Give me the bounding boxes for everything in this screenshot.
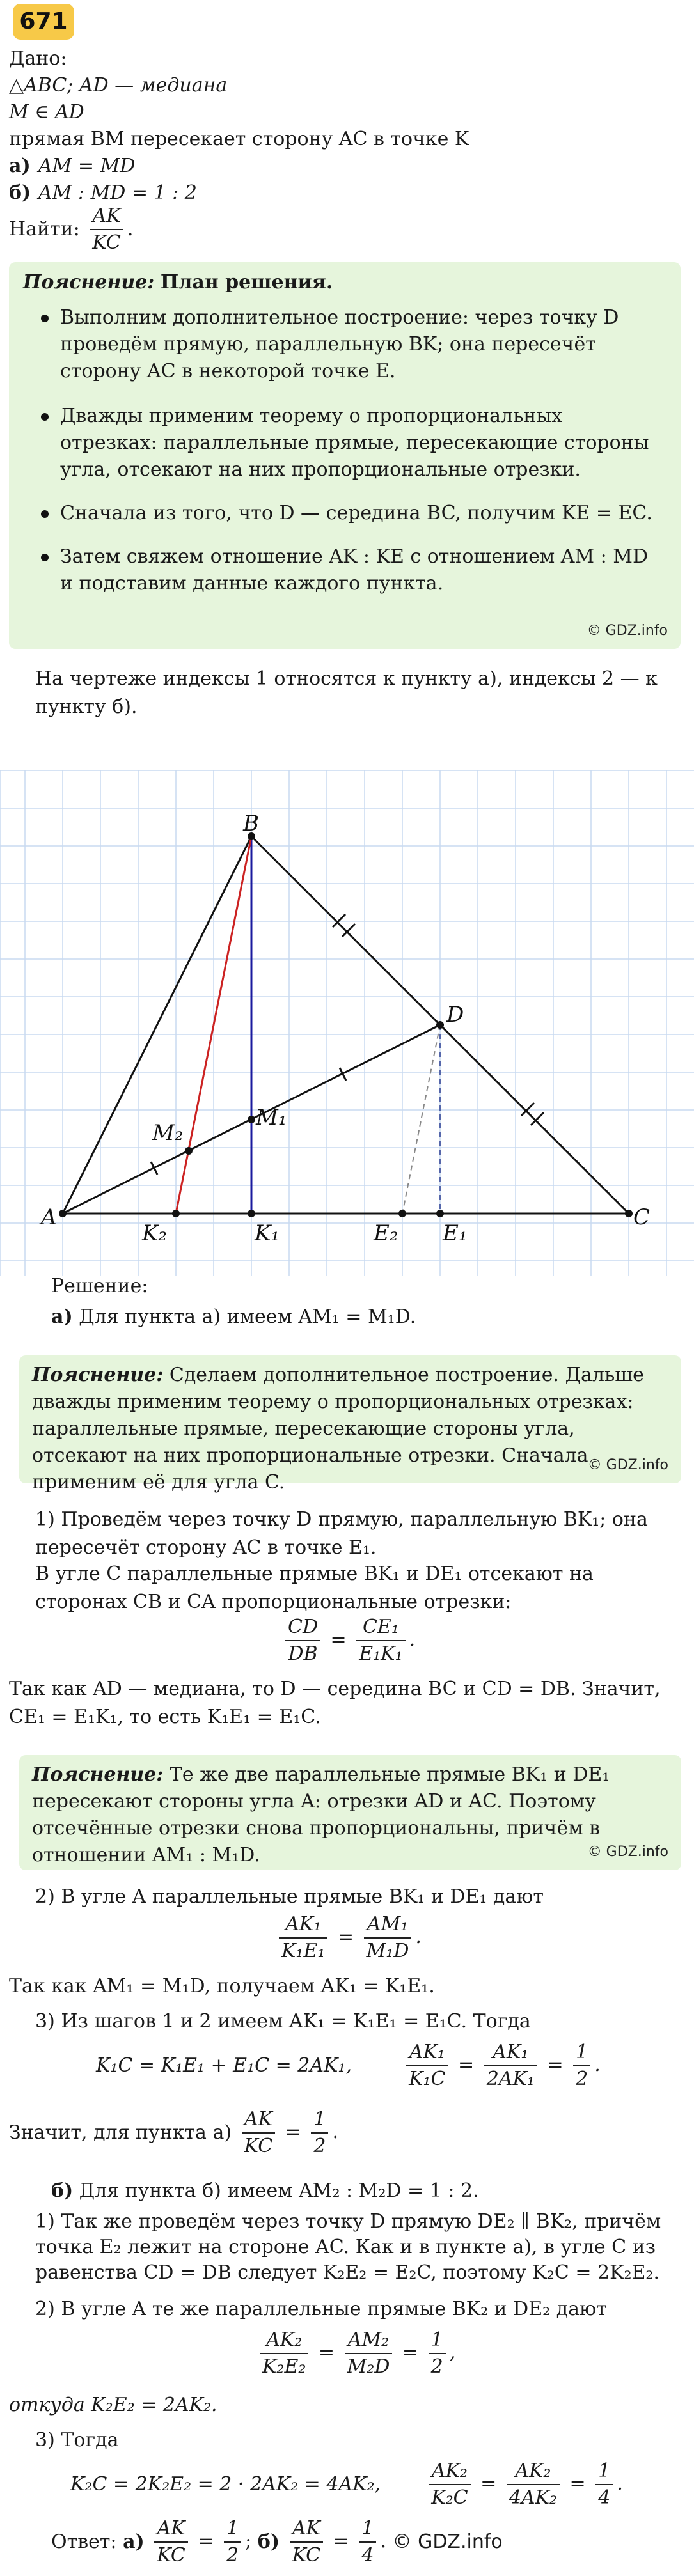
problem-number: 671	[13, 4, 74, 40]
find-fraction	[90, 203, 123, 256]
given-b: AM : MD = 1 : 2	[38, 182, 197, 204]
point-e1	[436, 1210, 444, 1217]
step-3: 3) Из шагов 1 и 2 имеем AK₁ = K₁E₁ = E₁C. Тогда	[35, 2010, 531, 2033]
answer-a-n: AK	[154, 2516, 188, 2543]
sol-b-mark: б)	[51, 2180, 74, 2202]
label-c: C	[633, 1205, 651, 1230]
f3-text: K₁C = K₁E₁ + E₁C = 2AK₁,	[96, 2054, 352, 2077]
step-b2: 2) В угле A те же параллельные прямые BK₂ и DE₂ дают	[35, 2298, 607, 2320]
point-e2	[398, 1210, 406, 1217]
f3-rn: 1	[573, 2040, 590, 2066]
label-e2: E₂	[374, 1221, 398, 1246]
point-k1	[248, 1210, 255, 1217]
answer-line: Ответ: а) $\frac{AK}{KC}$ = $\frac{1}{2}$ ; б) $\frac{AK}{KC}$ = $\frac{1}{4}$ . © GDZ.info	[51, 2516, 503, 2568]
point-k2	[172, 1210, 180, 1217]
answer-a-mark: а)	[123, 2531, 145, 2553]
label-k2: K₂	[142, 1221, 168, 1246]
f4-md: M₂D	[347, 2355, 390, 2378]
given-a-mark: а)	[9, 155, 31, 177]
find-label: Найти:	[9, 218, 80, 240]
side-ab	[63, 836, 251, 1214]
label-a: A	[41, 1205, 57, 1230]
f3-ld: K₁C	[409, 2068, 446, 2090]
indices-note: На чертеже индексы 1 относятся к пункту а), индексы 2 — к пункту б).	[35, 667, 658, 718]
step-b1: 1) Так же проведём через точку D прямую DE₂ ∥ BK₂, причём точка E₂ лежит на стороне AC. Как и в пункте а), в угле C из равенства CD = DB следует K₂E₂ = E₂C, поэтому K₂C = 2K₂E₂.	[35, 2210, 661, 2284]
f4-ld: K₂E₂	[262, 2355, 306, 2378]
step-1: 1) Проведём через точку D прямую, параллельную BK₁; она пересечёт сторону AC в точке E₁.	[35, 1508, 648, 1559]
answer-source: © GDZ.info	[392, 2531, 503, 2553]
f2-ln: AK₁	[279, 1912, 327, 1939]
note2-source: © GDZ.info	[587, 1844, 668, 1860]
note2-text: Те же две параллельные прямые BK₁ и DE₁ пересекают стороны угла A: отрезки AD и AC. Поэтому отсечённые отрезки снова пропорциональны, причём в отношении AM₁ : M₁D.	[32, 1763, 610, 1866]
find-num: AK	[90, 203, 123, 230]
f3-md: 2AK₁	[486, 2068, 535, 2090]
answer-b-mark: б)	[257, 2531, 280, 2553]
plan-title: Пояснение:	[23, 271, 155, 293]
formula-2: $\frac{\text{AK₁}}{\text{K₁E₁}}$ = $\frac{\text{AM₁}}{\text{M₁D}}$ .	[275, 1912, 422, 1964]
answer-a-rn: 1	[224, 2516, 241, 2543]
given-a: AM = MD	[38, 155, 136, 177]
find-line: Найти: $\frac{AK}{KC}$ .	[9, 203, 133, 256]
note1-text: Сделаем дополнительное построение. Дальше дважды применим теорему о пропорциональных отрезках: параллельные прямые, пересекающие стороны угла, отсекают на них пропорциональные отрезки. Сначала применим её для угла C.	[32, 1364, 644, 1494]
point-a	[59, 1210, 67, 1217]
ans-a-d: KC	[244, 2135, 273, 2157]
formula-1: $\frac{CD}{DB}$ = $\frac{\text{CE₁}}{\text{E₁K₁}}$ .	[281, 1614, 415, 1667]
f5-mn: AK₂	[507, 2458, 560, 2485]
solution-label: Решение:	[51, 1275, 148, 1297]
ans-a-rn: 1	[311, 2107, 328, 2134]
answer-b-n: AK	[290, 2516, 324, 2543]
f3-rd: 2	[576, 2068, 588, 2090]
formula-3: K₁C = K₁E₁ + E₁C = 2AK₁, $\frac{\text{AK₁}}{\text{K₁C}}$ = $\frac{\text{AK₁}}{\text{2AK₁}}$ = $\frac{1}{2}$ .	[96, 2040, 601, 2092]
answer-b-rn: 1	[359, 2516, 376, 2543]
plan-item-1: Выполним дополнительное построение: через точку D проведём прямую, параллельную BK; она пересечёт сторону AC в некоторой точке E.	[60, 304, 655, 385]
ans-a-rd: 2	[313, 2135, 326, 2157]
note1-title: Пояснение:	[32, 1364, 164, 1386]
f4-rd: 2	[430, 2355, 443, 2378]
f5-ld: K₂C	[431, 2486, 468, 2509]
label-k1: K₁	[255, 1221, 280, 1246]
f5-md: 4AK₂	[509, 2486, 558, 2509]
step-2b: Так как AM₁ = M₁D, получаем AK₁ = K₁E₁.	[9, 1975, 435, 1997]
point-c	[625, 1210, 633, 1217]
grid	[0, 770, 694, 1276]
f3-ln: AK₁	[406, 2040, 448, 2066]
f2-ld: K₁E₁	[281, 1940, 326, 1962]
note1-source: © GDZ.info	[587, 1457, 668, 1473]
f5-text: K₂C = 2K₂E₂ = 2 · 2AK₂ = 4AK₂,	[70, 2473, 381, 2495]
f5-rn: 1	[595, 2458, 613, 2485]
plan-note	[9, 262, 681, 649]
plan-item-3: Сначала из того, что D — середина BC, получим KE = EC.	[60, 500, 655, 527]
given-label: Дано:	[9, 47, 67, 70]
point-d	[436, 1021, 444, 1029]
find-den: KC	[92, 231, 121, 254]
f1-rd: E₁K₁	[359, 1643, 403, 1665]
ans-a-n: AK	[242, 2107, 276, 2134]
note2-title: Пояснение:	[32, 1763, 164, 1786]
f5-rd: 4	[598, 2486, 611, 2509]
plan-item-4: Затем свяжем отношение AK : KE с отношением AM : MD и подставим данные каждого пункта.	[60, 543, 655, 597]
formula-4: $\frac{\text{AK₂}}{\text{K₂E₂}}$ = $\frac{\text{AM₂}}{\text{M₂D}}$ = $\frac{1}{2}$ ,	[256, 2327, 455, 2380]
f4-mn: AM₂	[345, 2327, 393, 2354]
f1-ln: CD	[285, 1614, 320, 1641]
step-1b: В угле C параллельные прямые BK₁ и DE₁ отсекают на сторонах CB и CA пропорциональные отрезки:	[35, 1563, 594, 1613]
note-1	[19, 1355, 681, 1494]
point-m2	[185, 1147, 193, 1155]
plan-source: © GDZ.info	[587, 623, 668, 639]
given-b-mark: б)	[9, 182, 31, 204]
point-m1	[248, 1116, 255, 1123]
label-d: D	[446, 1002, 464, 1027]
f5-ln: AK₂	[429, 2458, 470, 2485]
note-2	[19, 1755, 681, 1870]
step-2: 2) В угле A параллельные прямые BK₁ и DE₁ дают	[35, 1885, 544, 1908]
plan-subtitle: План решения.	[160, 271, 333, 293]
answer-label: Ответ:	[51, 2531, 117, 2553]
answer-b-d: KC	[292, 2544, 321, 2566]
label-b: B	[243, 811, 259, 836]
label-e1: E₁	[443, 1221, 468, 1246]
label-m1: M₁	[256, 1105, 287, 1130]
f4-rn: 1	[429, 2327, 446, 2354]
label-m2: M₂	[152, 1120, 184, 1146]
plan-item-2: Дважды применим теорему о пропорциональных отрезках: параллельные прямые, пересекающие стороны угла, отсекают на них пропорциональные отрезки.	[60, 403, 655, 483]
given-line-1: △ABC; AD — медиана	[9, 74, 228, 97]
step-b3: 3) Тогда	[35, 2429, 119, 2451]
geometry-figure	[0, 764, 694, 1282]
f2-rd: M₁D	[366, 1940, 409, 1962]
answer-b-rd: 4	[361, 2544, 374, 2566]
answer-a-line: Значит, для пункта а) $\frac{AK}{KC}$ = $\frac{1}{2}$ .	[9, 2107, 338, 2159]
f1-ld: DB	[288, 1643, 318, 1665]
f1-rn: CE₁	[356, 1614, 405, 1641]
ans-a-pre: Значит, для пункта а)	[9, 2121, 232, 2144]
answer-a-d: KC	[157, 2544, 185, 2566]
formula-5: K₂C = 2K₂E₂ = 2 · 2AK₂ = 4AK₂, $\frac{\text{AK₂}}{\text{K₂C}}$ = $\frac{\text{AK₂}}{\text{4AK₂}}$ = $\frac{1}{4}$ .	[70, 2458, 623, 2511]
sol-a-text: Для пункта а) имеем AM₁ = M₁D.	[79, 1306, 416, 1328]
sol-a-mark: а)	[51, 1306, 73, 1328]
given-line-3: прямая BM пересекает сторону AC в точке K	[9, 128, 469, 150]
sol-b-text: Для пункта б) имеем AM₂ : M₂D = 1 : 2.	[79, 2180, 479, 2202]
step-b2b: откуда K₂E₂ = 2AK₂.	[9, 2394, 217, 2416]
step-1c: Так как AD — медиана, то D — середина BC и CD = DB. Значит, CE₁ = E₁K₁, то есть K₁E₁ = E₁C.	[9, 1678, 661, 1728]
given-line-2: M ∈ AD	[9, 101, 84, 123]
f3-mn: AK₁	[484, 2040, 537, 2066]
answer-a-rd: 2	[226, 2544, 239, 2566]
f4-ln: AK₂	[260, 2327, 308, 2354]
f2-rn: AM₁	[364, 1912, 412, 1939]
